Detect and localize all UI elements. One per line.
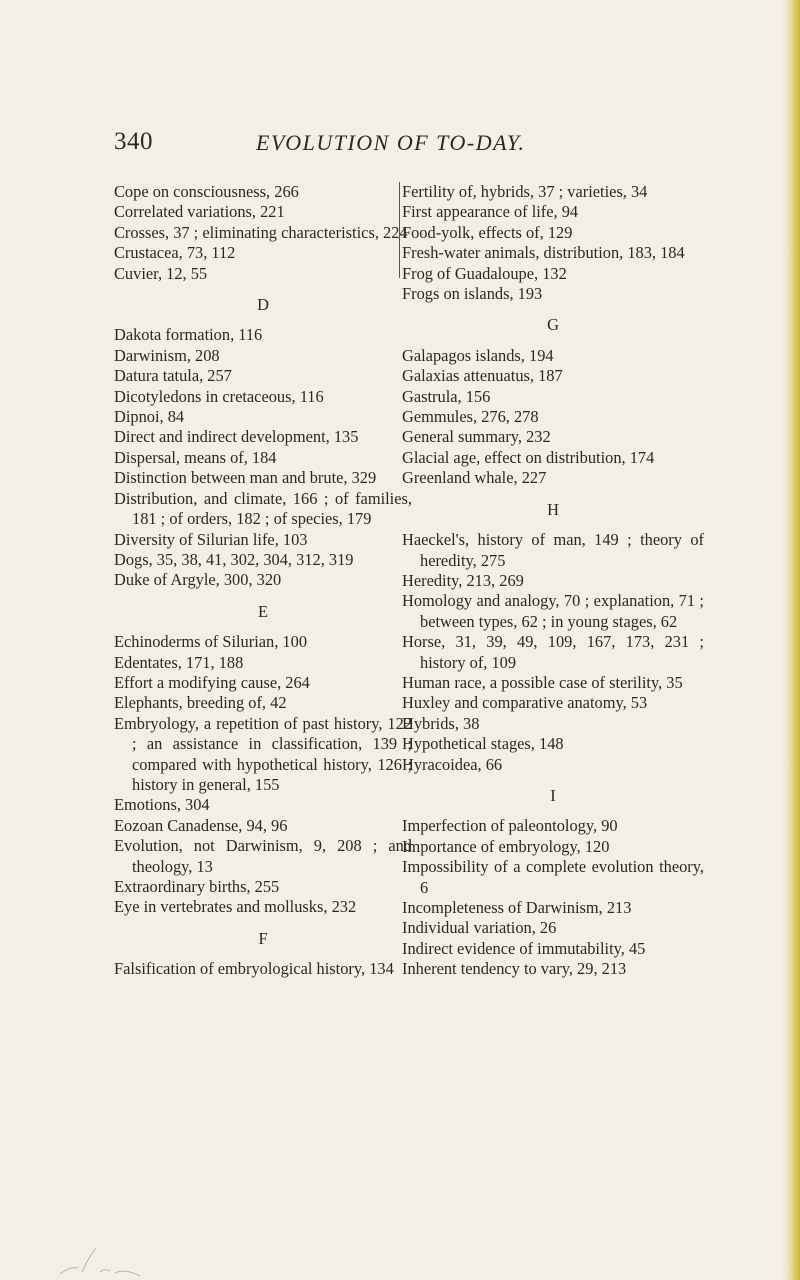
index-entry: Dicotyledons in cretaceous, 116: [114, 386, 324, 406]
index-entry: Horse, 31, 39, 49, 109, 167, 173, 231 ; history of, 109: [402, 632, 704, 672]
index-entry: Diversity of Silurian life, 103: [114, 529, 308, 549]
index-entry: Distinction between man and brute, 329: [114, 468, 377, 488]
index-entry: Gastrula, 156: [402, 386, 491, 406]
index-entry: Eye in vertebrates and mollusks, 232: [114, 897, 357, 917]
index-entry: Food-yolk, effects of, 129: [402, 222, 573, 242]
index-entry: Echinoderms of Silurian, 100: [114, 632, 308, 652]
index-entry: Crosses, 37 ; eliminating characteristics, 224: [114, 222, 408, 242]
index-entry: Imperfection of paleontology, 90: [402, 816, 618, 836]
section-letter-e: E: [257, 601, 268, 621]
page-header: [114, 128, 714, 168]
index-entry: Falsification of embryological history, 134: [114, 959, 394, 979]
index-entry: Greenland whale, 227: [402, 468, 547, 488]
index-entry: Direct and indirect development, 135: [114, 427, 359, 447]
index-entry: Datura tatula, 257: [114, 366, 232, 386]
section-letter-d: D: [257, 295, 269, 315]
index-entry: Heredity, 213, 269: [402, 570, 524, 590]
index-entry: Glacial age, effect on distribution, 174: [402, 447, 655, 467]
index-entry: Fresh-water animals, distribution, 183, 184: [402, 243, 685, 263]
page-number: 340: [114, 128, 153, 155]
index-entry: Gemmules, 276, 278: [402, 407, 539, 427]
section-letter-h: H: [547, 499, 559, 519]
index-entry: Correlated variations, 221: [114, 202, 285, 222]
index-entry: Impossibility of a complete evolution theory, 6: [402, 857, 704, 897]
index-entry: Indirect evidence of immutability, 45: [402, 938, 646, 958]
index-entry: Cope on consciousness, 266: [114, 182, 299, 201]
index-entry: First appearance of life, 94: [402, 202, 579, 222]
index-column-left: [114, 182, 412, 980]
index-entry: Cuvier, 12, 55: [114, 263, 208, 283]
index-entry: Elephants, breeding of, 42: [114, 693, 287, 713]
index-entry: Galaxias attenuatus, 187: [402, 366, 563, 386]
index-entry: Hypothetical stages, 148: [402, 734, 564, 754]
index-entry: Evolution, not Darwinism, 9, 208 ; and theology, 13: [114, 836, 412, 876]
index-entry: Individual variation, 26: [402, 918, 557, 938]
index-entry: Dakota formation, 116: [114, 325, 263, 345]
index-entry: Fertility of, hybrids, 37 ; varieties, 34: [402, 182, 648, 201]
index-entry: Galapagos islands, 194: [402, 345, 554, 365]
index-column-right: [402, 182, 704, 980]
index-entry: Effort a modifying cause, 264: [114, 672, 310, 692]
section-letter-i: I: [550, 785, 556, 805]
index-entry: General summary, 232: [402, 427, 551, 447]
index-entry: Haeckel's, history of man, 149 ; theory of heredity, 275: [402, 530, 704, 570]
index-entry: Huxley and comparative anatomy, 53: [402, 693, 648, 713]
running-title: EVOLUTION OF TO-DAY.: [256, 130, 526, 155]
section-letter-f: F: [258, 928, 268, 948]
index-entry: Emotions, 304: [114, 795, 210, 815]
index-entry: Frog of Guadaloupe, 132: [402, 263, 567, 283]
index-entry: Inherent tendency to vary, 29, 213: [402, 959, 627, 979]
index-entry: Dipnoi, 84: [114, 407, 185, 427]
index-entry: Hyracoidea, 66: [402, 754, 503, 774]
index-entry: Duke of Argyle, 300, 320: [114, 570, 282, 590]
index-entry: Frogs on islands, 193: [402, 284, 543, 304]
index-entry: Homology and analogy, 70 ; explanation, 71 ; between types, 62 ; in young stages, 62: [402, 591, 704, 631]
index-entry: Darwinism, 208: [114, 345, 220, 365]
index-entry: Importance of embryology, 120: [402, 836, 610, 856]
index-entry: Extraordinary births, 255: [114, 877, 280, 896]
index-entry: Hybrids, 38: [402, 713, 480, 733]
index-entry: Distribution, and climate, 166 ; of families, 181 ; of orders, 182 ; of species, 179: [114, 488, 412, 529]
pencil-marks: [30, 1238, 160, 1278]
index-entry: Dispersal, means of, 184: [114, 447, 277, 467]
index-entry: Dogs, 35, 38, 41, 302, 304, 312, 319: [114, 549, 354, 569]
index-entry: Incompleteness of Darwinism, 213: [402, 898, 632, 917]
index-entry: Human race, a possible case of sterility, 35: [402, 672, 683, 692]
index-entry: Edentates, 171, 188: [114, 652, 244, 672]
index-entry: Embryology, a repetition of past history, 122 ; an assistance in classification, 139 ; compared with hypothetical history, 126 ; history in general, 155: [114, 713, 412, 794]
section-letter-g: G: [547, 315, 559, 335]
index-entry: Crustacea, 73, 112: [114, 243, 236, 263]
index-entry: Eozoan Canadense, 94, 96: [114, 815, 288, 835]
page-edge: [782, 0, 800, 1280]
